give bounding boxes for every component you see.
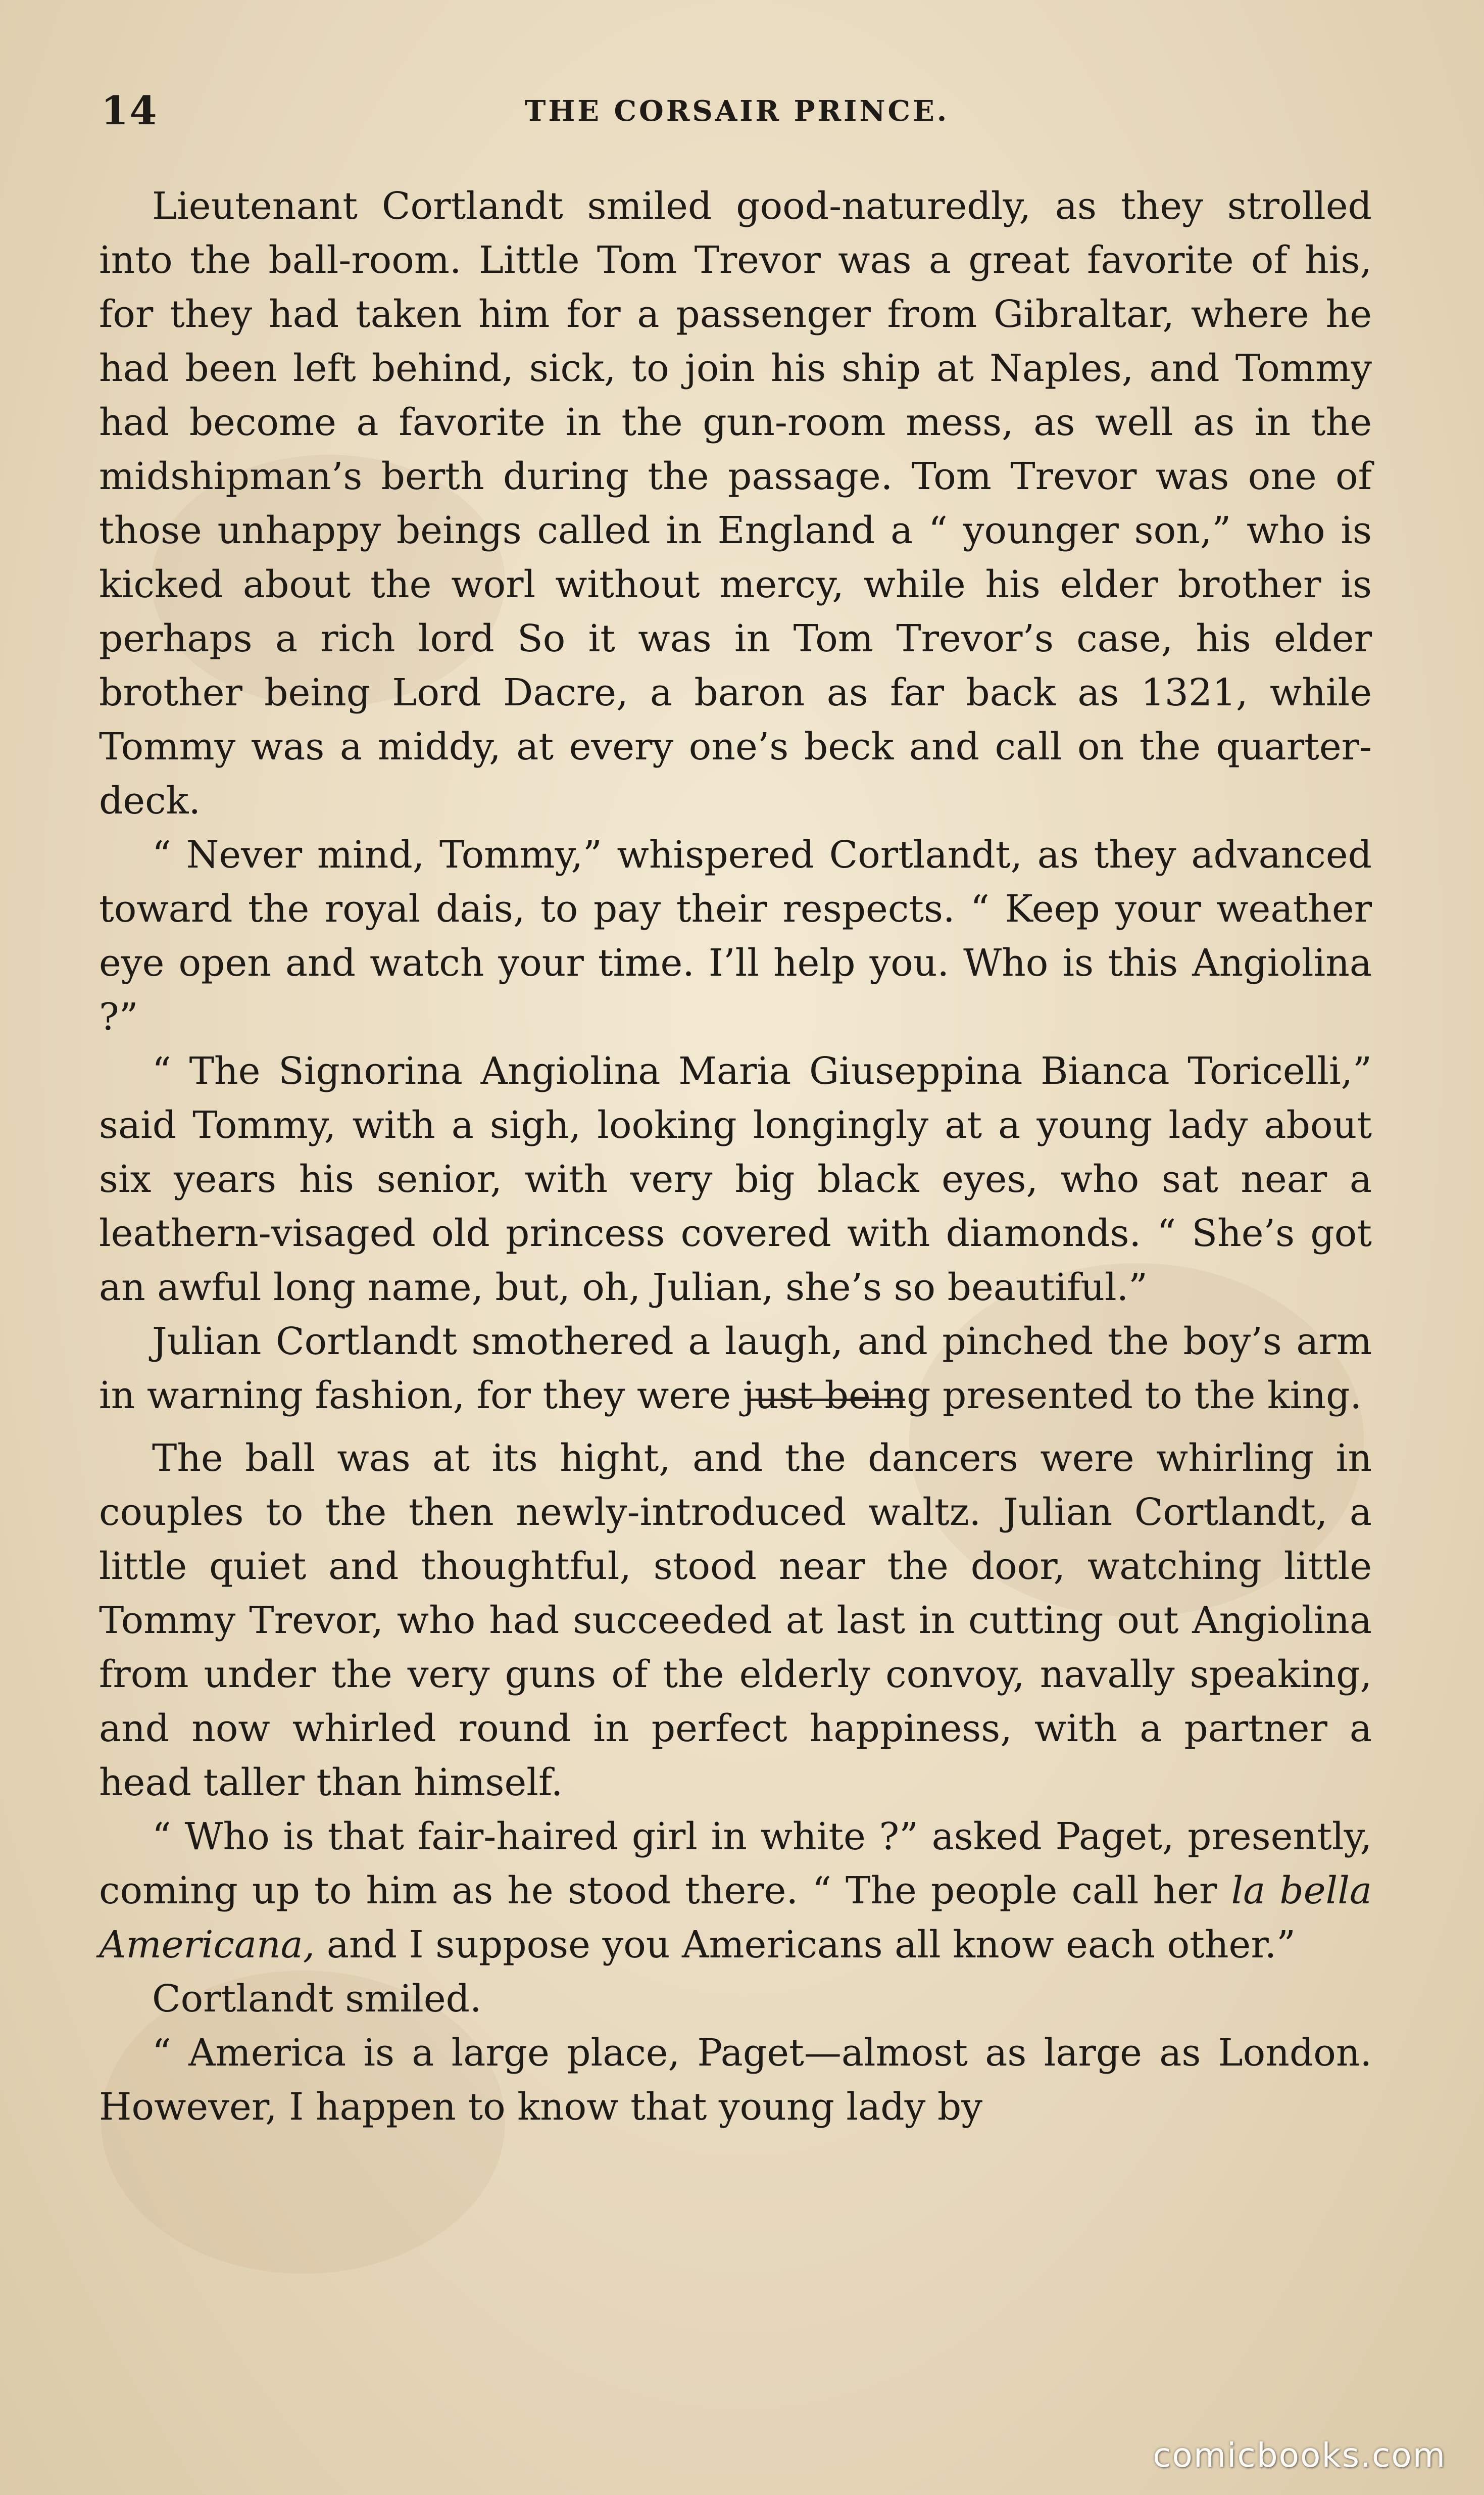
- book-title: THE CORSAIR PRINCE.: [524, 94, 950, 128]
- paragraph: [99, 1810, 1372, 1972]
- running-head: [101, 83, 1373, 139]
- italic-phrase: la bella Americana,: [99, 1869, 1372, 1966]
- paragraph-text: “ Who is that fair-haired girl in white ?” asked Paget, presently, coming up to him as he stood there. “ The people call her: [99, 1815, 1372, 1912]
- paragraph-text: and I suppose you Americans all know each other.”: [315, 1923, 1296, 1966]
- paragraph: Cortlandt smiled.: [152, 1977, 482, 2021]
- paragraph: The ball was at its hight, and the dancers were whirling in couples to the then newly-introduced waltz. Julian Cortlandt, a little quiet and thoughtful, stood near the door, watching little Tommy Trevor, who had succeeded at last in cutting out Angiolina from under the very guns of the elderly convoy, navally speaking, and now whirled round in perfect happiness, with a partner a head taller than himself.: [99, 1436, 1372, 1804]
- paragraph: “ The Signorina Angiolina Maria Giuseppina Bianca Toricelli,” said Tommy, with a sigh, looking longingly at a young lady about six years his senior, with very big black eyes, who sat near a leathern-visaged old princess covered with diamonds. “ She’s got an awful long name, but, oh, Julian, she’s so beautiful.”: [99, 1049, 1372, 1309]
- page-number: 14: [101, 88, 158, 134]
- paragraph: “ America is a large place, Paget—almost as large as London. However, I happen to know that young lady by: [99, 2031, 1372, 2129]
- paragraph: “ Never mind, Tommy,” whispered Cortlandt, as they advanced toward the royal dais, to pay their respects. “ Keep your weather eye open and watch your time. I’ll help you. Who is this Angiolina ?”: [99, 833, 1372, 1039]
- watermark: comicbooks.com: [1153, 2436, 1446, 2475]
- body-text: [99, 179, 1372, 2134]
- paragraph: Lieutenant Cortlandt smiled good-naturedly, as they strolled into the ball-room. Little Tom Trevor was a great favorite of his, for they had taken him for a passenger from Gibraltar, where he had been left behind, sick, to join his ship at Naples, and Tommy had become a favorite in the gun-room mess, as well as in the midshipman’s berth during the passage. Tom Trevor was one of those unhappy beings called in England a “ younger son,” who is kicked about the worl without mercy, while his elder brother is perhaps a rich lord So it was in Tom Trevor’s case, his elder brother being Lord Dacre, a baron as far back as 1321, while Tommy was a middy, at every one’s beck and call on the quarter-deck.: [99, 184, 1372, 823]
- paragraph: Julian Cortlandt smothered a laugh, and pinched the boy’s arm in warning fashion, for they were just being presented to the king.: [99, 1320, 1372, 1417]
